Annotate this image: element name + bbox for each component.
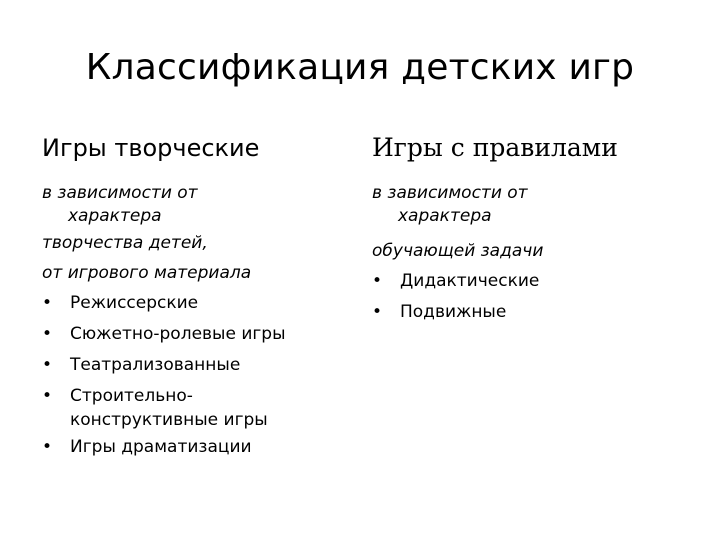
bullet-icon: •	[42, 293, 53, 313]
rule-games-list	[372, 266, 682, 328]
list-item-label: Подвижные	[400, 302, 507, 322]
list-item-label: Строительно-	[70, 386, 193, 406]
list-item	[372, 297, 682, 328]
list-item	[42, 288, 352, 319]
bullet-icon: •	[42, 355, 53, 375]
bullet-icon: •	[372, 271, 383, 291]
creative-games-column	[42, 128, 352, 463]
creative-games-heading: Игры творческие	[42, 134, 260, 162]
criteria-line: характера	[398, 206, 492, 226]
bullet-icon: •	[372, 302, 383, 322]
criteria-line: в зависимости от	[372, 183, 528, 203]
list-item	[42, 432, 352, 463]
list-item	[42, 350, 352, 381]
rule-games-heading: Игры с правилами	[372, 133, 618, 162]
criteria-line: характера	[68, 206, 162, 226]
bullet-icon: •	[42, 324, 53, 344]
list-item-label: Дидактические	[400, 271, 540, 291]
list-item	[42, 319, 352, 350]
list-item-label-continuation: конструктивные игры	[70, 410, 268, 430]
list-item-label: Сюжетно-ролевые игры	[70, 324, 286, 344]
list-item	[42, 381, 352, 432]
bullet-icon: •	[42, 386, 53, 406]
creative-games-list	[42, 288, 352, 463]
bullet-icon: •	[42, 437, 53, 457]
list-item-label: Театрализованные	[70, 355, 241, 375]
list-item-label: Режиссерские	[70, 293, 199, 313]
list-item	[372, 266, 682, 297]
slide-title: Классификация детских игр	[85, 47, 635, 88]
criteria-line: от игрового материала	[42, 263, 252, 283]
criteria-line: творчества детей,	[42, 233, 208, 253]
criteria-line: обучающей задачи	[372, 241, 544, 261]
rule-games-column	[372, 128, 682, 328]
list-item-label: Игры драматизации	[70, 437, 252, 457]
criteria-line: в зависимости от	[42, 183, 198, 203]
